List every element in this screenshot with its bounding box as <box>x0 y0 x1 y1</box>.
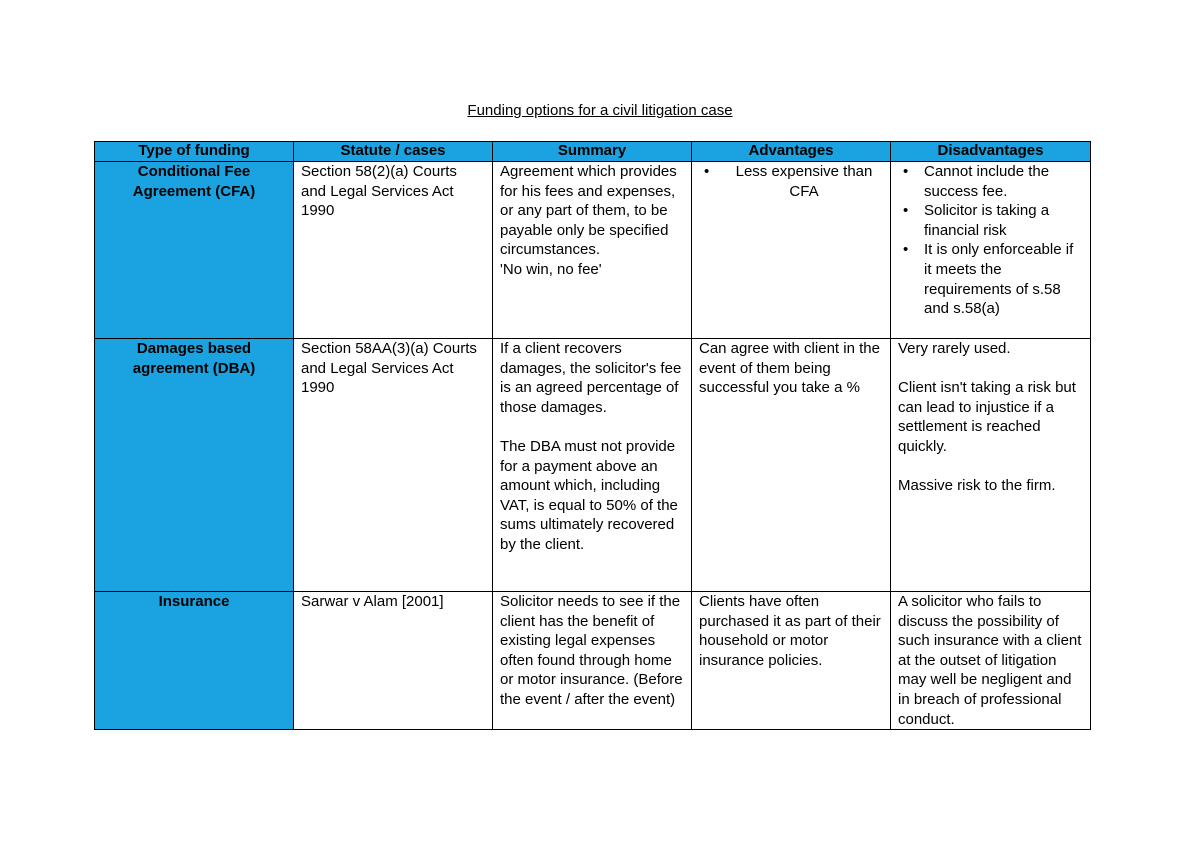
statute-cell: Sarwar v Alam [2001] <box>294 592 493 730</box>
statute-cell: Section 58(2)(a) Courts and Legal Services Act 1990 <box>294 162 493 339</box>
summary-cell: Solicitor needs to see if the client has the benefit of existing legal expenses often found through home or motor insurance. (Before the event / after the event) <box>493 592 692 730</box>
disadvantage-paragraph: Client isn't taking a risk but can lead to injustice if a settlement is reached quickly. <box>898 379 1076 455</box>
header-type-of-funding: Type of funding <box>95 142 294 162</box>
disadvantages-cell <box>891 162 1091 339</box>
table-row <box>95 592 1091 730</box>
summary-paragraph: The DBA must not provide for a payment above an amount which, including VAT, is equal to 50% of the sums ultimately recovered by the client. <box>500 437 678 553</box>
summary-paragraph: 'No win, no fee' <box>500 260 602 278</box>
summary-paragraph: Agreement which provides for his fees and expenses, or any part of them, to be payable only be specified circumstances. <box>500 163 677 259</box>
advantages-list <box>699 162 883 201</box>
advantages-cell: Can agree with client in the event of them being successful you take a % <box>692 339 891 592</box>
disadvantage-paragraph: Massive risk to the firm. <box>898 477 1056 495</box>
page-title: Funding options for a civil litigation case <box>467 102 733 119</box>
list-item: • It is only enforceable if it meets the requirements of s.58 and s.58(a) <box>898 240 1083 318</box>
disadvantages-cell <box>891 339 1091 592</box>
list-item: • Cannot include the success fee. <box>898 162 1083 201</box>
table-header-row <box>95 142 1091 162</box>
statute-cell: Section 58AA(3)(a) Courts and Legal Services Act 1990 <box>294 339 493 592</box>
summary-cell <box>493 339 692 592</box>
disadvantages-cell: A solicitor who fails to discuss the possibility of such insurance with a client at the outset of litigation may well be negligent and in breach of professional conduct. <box>891 592 1091 730</box>
header-summary: Summary <box>493 142 692 162</box>
header-advantages: Advantages <box>692 142 891 162</box>
type-cell: Conditional Fee Agreement (CFA) <box>95 162 294 339</box>
advantages-cell: Clients have often purchased it as part of their household or motor insurance policies. <box>692 592 891 730</box>
summary-cell <box>493 162 692 339</box>
disadvantages-list <box>898 162 1083 319</box>
table-row <box>95 339 1091 592</box>
disadvantage-paragraph: Very rarely used. <box>898 340 1011 357</box>
summary-paragraph: If a client recovers damages, the solicitor's fee is an agreed percentage of those damages. <box>500 340 682 416</box>
list-item: • Solicitor is taking a financial risk <box>898 201 1083 240</box>
funding-options-table <box>94 141 1091 730</box>
type-cell: Insurance <box>95 592 294 730</box>
advantages-cell <box>692 162 891 339</box>
header-statute-cases: Statute / cases <box>294 142 493 162</box>
type-cell: Damages based agreement (DBA) <box>95 339 294 592</box>
table-row <box>95 162 1091 339</box>
list-item: • Less expensive than CFA <box>699 162 883 201</box>
header-disadvantages: Disadvantages <box>891 142 1091 162</box>
